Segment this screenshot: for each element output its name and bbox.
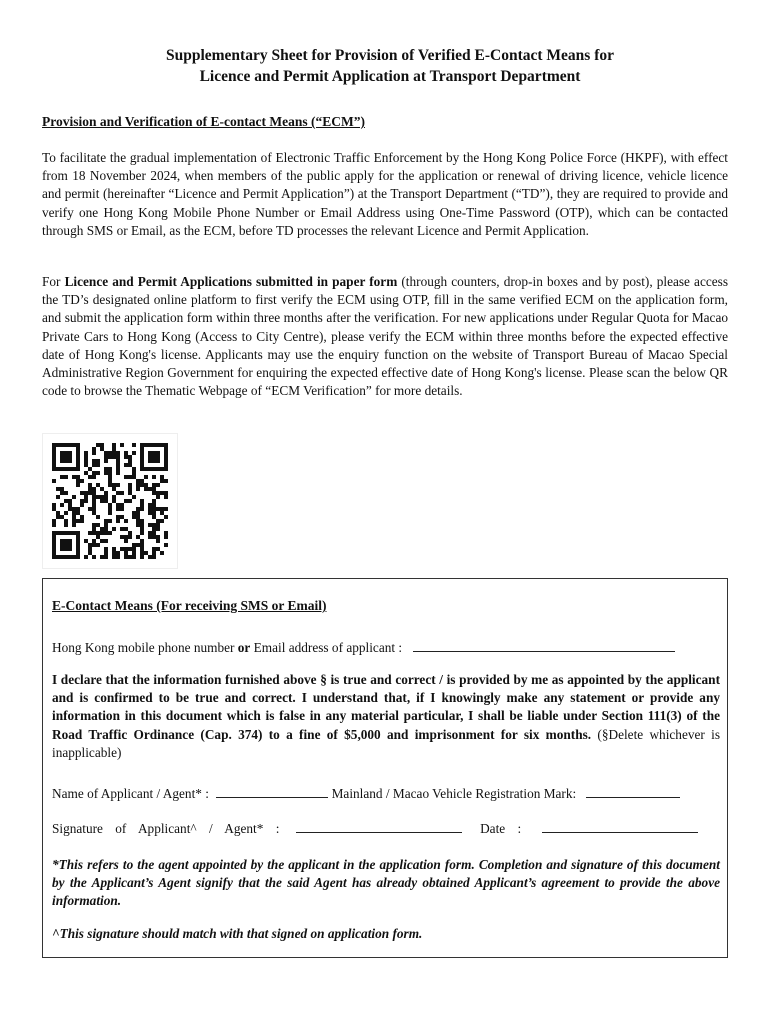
name-label: Name of Applicant / Agent* : [52,786,209,801]
paragraph2-bold: Licence and Permit Applications submitted in paper form [64,274,398,289]
qr-code-icon[interactable] [42,433,178,569]
signature-input-line[interactable] [296,820,462,833]
contact-input-line[interactable] [413,639,675,652]
title-line-1: Supplementary Sheet for Provision of Verified E-Contact Means for [165,47,615,64]
contact-field-row [52,639,675,656]
contact-label-part1: Hong Kong mobile phone number [52,640,238,655]
date-input-line[interactable] [542,820,698,833]
title-line-2: Licence and Permit Application at Transport Department [199,68,581,85]
declaration-note: (§Delete whichever is inapplicable) [52,726,720,760]
name-input-line[interactable] [216,785,328,798]
signature-date-row [52,820,698,837]
paragraph-paper-form [42,273,728,400]
name-vehicle-row [52,785,680,802]
vehicle-input-line[interactable] [586,785,680,798]
date-label: Date : [480,821,522,836]
agent-note: *This refers to the agent appointed by the applicant in the application form. Completion and signature of this document by the Applicant’s Agent signify that the said Agent has already obtained Applicant’s agreement to provide the above information. [52,857,720,909]
ecm-form-box [42,578,728,958]
declaration-text [52,671,720,762]
declaration-bold: I declare that the information furnished above § is true and correct / is provided by me as appointed by the applicant and is confirmed to be true and correct. I understand that, if I knowingly make any statement or provide any information in this document which is false in any material particular, I shall be liable under Section 111(3) of the Road Traffic Ordinance (Cap. 374) to a fine of $5,000 and imprisonment for six months. [52,672,720,742]
paragraph2-rest: (through counters, drop-in boxes and by post), please access the TD’s designated online platform to first verify the ECM using OTP, fill in the same verified ECM on the application form, and submit the application form within three months after the verification. For new applications under Regular Quota for Macao Private Cars to Hong Kong (Access to City Centre), please verify the ECM within three months before the expected effective date of Hong Kong's license. Applicants may use the enquiry function on the website of Transport Bureau of Macao Special Administrative Region Government for enquiring the expected effective date of Hong Kong's license. Please scan the below QR code to browse the Thematic Webpage of “ECM Verification” for more details. [42,274,728,399]
signature-label: Signature of Applicant^ / Agent* : [52,821,280,836]
vehicle-label: Mainland / Macao Vehicle Registration Mark: [331,786,577,801]
paragraph-ecm-intro: To facilitate the gradual implementation of Electronic Traffic Enforcement by the Hong Kong Police Force (HKPF), with effect from 18 November 2024, when members of the public apply for the application or renewal of driving licence, vehicle licence and permit (hereinafter “Licence and Permit Application”) at the Transport Department (“TD”), they are required to provide and verify one Hong Kong Mobile Phone Number or Email Address using One-Time Password (OTP), which can be contacted through SMS or Email, as the ECM, before TD processes the relevant Licence and Permit Application. [42,150,728,238]
document-title [60,45,720,87]
paragraph2-prefix: For [42,274,65,289]
contact-label-or: or [237,640,251,655]
signature-note: ^This signature should match with that signed on application form. [52,926,423,941]
section-heading: Provision and Verification of E-contact Means (“ECM”) [42,114,365,129]
form-heading: E-Contact Means (For receiving SMS or Email) [52,598,327,613]
contact-label-part2: Email address of applicant : [250,640,403,655]
